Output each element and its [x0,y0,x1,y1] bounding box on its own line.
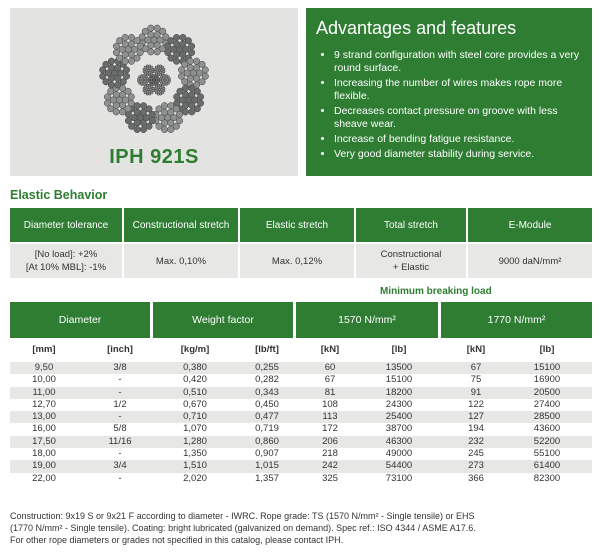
cell-weight-lbft: 1,015 [255,460,279,472]
table-row [10,362,592,374]
feature-item: • 9 strand configuration with steel core provides a very round surface. [334,49,582,75]
cell-weight-kgm: 1,070 [183,423,207,435]
cell-weight-lbft: 1,357 [255,472,279,484]
elastic-header-elastic-stretch: Elastic stretch [240,208,354,242]
cell-1770-lb: 43600 [533,423,561,435]
cell-1770-kn: 366 [468,472,484,484]
cell-diameter-mm: 9,50 [34,362,54,373]
cell-1570-kn: 81 [324,386,336,398]
cell-1570-lb: 18200 [385,386,413,398]
features-title: Advantages and features [316,18,517,38]
cell-1570-lb: 73100 [385,472,413,484]
cell-1770-lb: 28500 [533,411,561,423]
elastic-header-total-stretch: Total stretch [356,208,466,242]
units-row [10,340,592,360]
elastic-value-line: Max. 0,12% [271,255,323,267]
cell-1570-lb: 54400 [385,460,413,472]
cell-weight-kgm: 1,510 [183,460,207,472]
cell-diameter-mm: 10,00 [32,374,56,386]
cell-1770-lb: 61400 [533,460,561,472]
unit-kn-1770: [kN] [466,344,486,355]
cell-weight-kgm: 1,350 [183,448,207,460]
cell-diameter-inch: - [118,374,122,386]
cell-1570-kn: 113 [322,411,338,423]
cell-1570-kn: 172 [322,423,338,435]
cell-1770-kn: 194 [468,423,484,435]
cell-1770-lb: 27400 [533,398,561,410]
table-header-1770: 1770 N/mm² [441,302,592,338]
cell-diameter-inch: 1/2 [113,398,127,410]
cell-diameter-mm: 12,70 [32,398,56,410]
feature-item: • Decreases contact pressure on groove with less sheave wear. [334,105,582,131]
elastic-value-e-module [468,244,592,278]
cell-1570-lb: 25400 [385,411,413,423]
cell-weight-kgm: 0,510 [183,386,207,398]
footnote-line: For other rope diameters or grades not specified in this catalog, please contact IPH. [10,535,344,545]
table-row [10,423,592,435]
cell-diameter-mm: 19,00 [32,460,56,472]
table-row [10,436,592,448]
cell-1770-kn: 273 [468,460,484,472]
table-row [10,387,592,399]
unit-kn-1570: [kN] [320,344,340,355]
unit-inch: [inch] [107,344,133,355]
cell-1570-kn: 206 [322,435,338,447]
elastic-value-line: Max. 0,10% [155,255,207,267]
elastic-value-line: + Elastic [392,262,430,273]
cell-weight-kgm: 0,420 [183,374,207,386]
cell-diameter-inch: - [118,472,122,484]
elastic-value-elastic-stretch [240,244,354,278]
feature-item: • Increase of bending fatigue resistance. [334,133,582,146]
unit-lb-1770: [lb] [539,344,555,355]
cell-diameter-inch: 5/8 [113,423,127,435]
cell-diameter-mm: 18,00 [32,448,56,460]
cell-1770-kn: 122 [468,398,484,410]
cell-1570-lb: 24300 [385,398,413,410]
cell-1770-kn: 232 [468,435,484,447]
cell-weight-lbft: 0,907 [255,448,279,460]
feature-item: • Very good diameter stability during service. [334,148,582,161]
elastic-header-constructional-stretch: Constructional stretch [124,208,238,242]
unit-lb-ft: [lb/ft] [255,344,279,355]
cell-diameter-inch: 11/16 [108,435,132,447]
elastic-behavior-title: Elastic Behavior [10,188,108,202]
elastic-value-line: [No load]: +2% [34,249,98,260]
cell-1770-lb: 15100 [533,362,561,373]
cell-1570-kn: 108 [322,398,338,410]
elastic-header-e-module: E-Module [468,208,592,242]
cell-weight-lbft: 0,343 [255,386,279,398]
cell-1570-lb: 13500 [385,362,413,373]
cell-1570-kn: 60 [324,362,336,373]
table-row [10,411,592,423]
cell-1770-lb: 82300 [533,472,561,484]
table-header-weight-factor: Weight factor [153,302,293,338]
cell-1770-lb: 52200 [533,435,561,447]
cell-diameter-mm: 17,50 [32,435,56,447]
wire-rope-cross-section-icon [10,8,298,143]
table-row [10,399,592,411]
cell-1570-lb: 38700 [385,423,413,435]
footnote [10,510,600,546]
feature-item: • Increasing the number of wires makes rope more flexible. [334,77,582,103]
cell-weight-lbft: 0,719 [255,423,279,435]
cell-1570-kn: 325 [322,472,338,484]
cell-diameter-mm: 16,00 [32,423,56,435]
cell-diameter-inch: 3/8 [113,362,127,373]
elastic-value-line: Constructional [380,249,442,260]
cell-1570-kn: 218 [322,448,338,460]
product-image-panel [10,8,298,176]
table-header-1570: 1570 N/mm² [296,302,438,338]
cell-weight-kgm: 1,280 [183,435,207,447]
product-name: IPH 921S [109,146,199,168]
footnote-line: Construction: 9x19 S or 9x21 F according to diameter - IWRC. Rope grade: TS (1570 N/mm² - Single tensile) or EHS [10,511,475,521]
cell-weight-lbft: 0,450 [255,398,279,410]
cell-diameter-inch: - [118,386,122,398]
cell-weight-lbft: 0,282 [255,374,279,386]
cell-weight-kgm: 0,380 [183,362,207,373]
features-panel [306,8,592,176]
cell-1570-kn: 242 [322,460,338,472]
cell-diameter-inch: - [118,411,122,423]
cell-1770-lb: 55100 [533,448,561,460]
cell-diameter-mm: 13,00 [32,411,56,423]
cell-weight-lbft: 0,477 [255,411,279,423]
elastic-value-diameter-tolerance [10,244,122,278]
cell-1770-kn: 91 [470,386,482,398]
cell-1770-kn: 127 [468,411,484,423]
cell-1770-lb: 20500 [533,386,561,398]
elastic-value-line: 9000 daN/mm² [498,255,562,267]
unit-mm: [mm] [32,344,56,355]
table-header-diameter: Diameter [10,302,150,338]
cell-1570-lb: 46300 [385,435,413,447]
cell-weight-lbft: 0,860 [255,435,279,447]
unit-kg-m: [kg/m] [180,344,210,355]
footnote-line: (1770 N/mm² - Single tensile). Coating: bright lubricated (galvanized on demand). Spec ref.: ISO 4344 / ASME A17.6. [10,523,476,533]
cell-weight-lbft: 0,255 [255,362,279,373]
cell-1770-lb: 16900 [533,374,561,386]
cell-1770-kn: 75 [470,374,482,386]
elastic-value-constructional-stretch [124,244,238,278]
unit-lb-1570: [lb] [391,344,407,355]
cell-diameter-inch: 3/4 [113,460,127,472]
table-row [10,473,592,485]
table-row [10,460,592,472]
cell-1570-kn: 67 [324,374,336,386]
data-table-body [10,362,592,485]
table-row [10,374,592,386]
cell-diameter-mm: 11,00 [32,386,56,398]
cell-1770-kn: 245 [468,448,484,460]
elastic-value-line: [At 10% MBL]: -1% [25,262,107,273]
cell-1570-lb: 49000 [385,448,413,460]
cell-1570-lb: 15100 [385,374,413,386]
cell-weight-kgm: 0,670 [183,398,207,410]
elastic-value-total-stretch [356,244,466,278]
mbl-label: Minimum breaking load [380,286,492,297]
elastic-header-diameter-tolerance: Diameter tolerance [10,208,122,242]
table-row [10,448,592,460]
cell-diameter-inch: - [118,448,122,460]
cell-1770-kn: 67 [470,362,482,373]
cell-weight-kgm: 0,710 [183,411,207,423]
cell-diameter-mm: 22,00 [32,472,56,484]
features-list [316,49,582,161]
cell-weight-kgm: 2,020 [183,472,207,484]
